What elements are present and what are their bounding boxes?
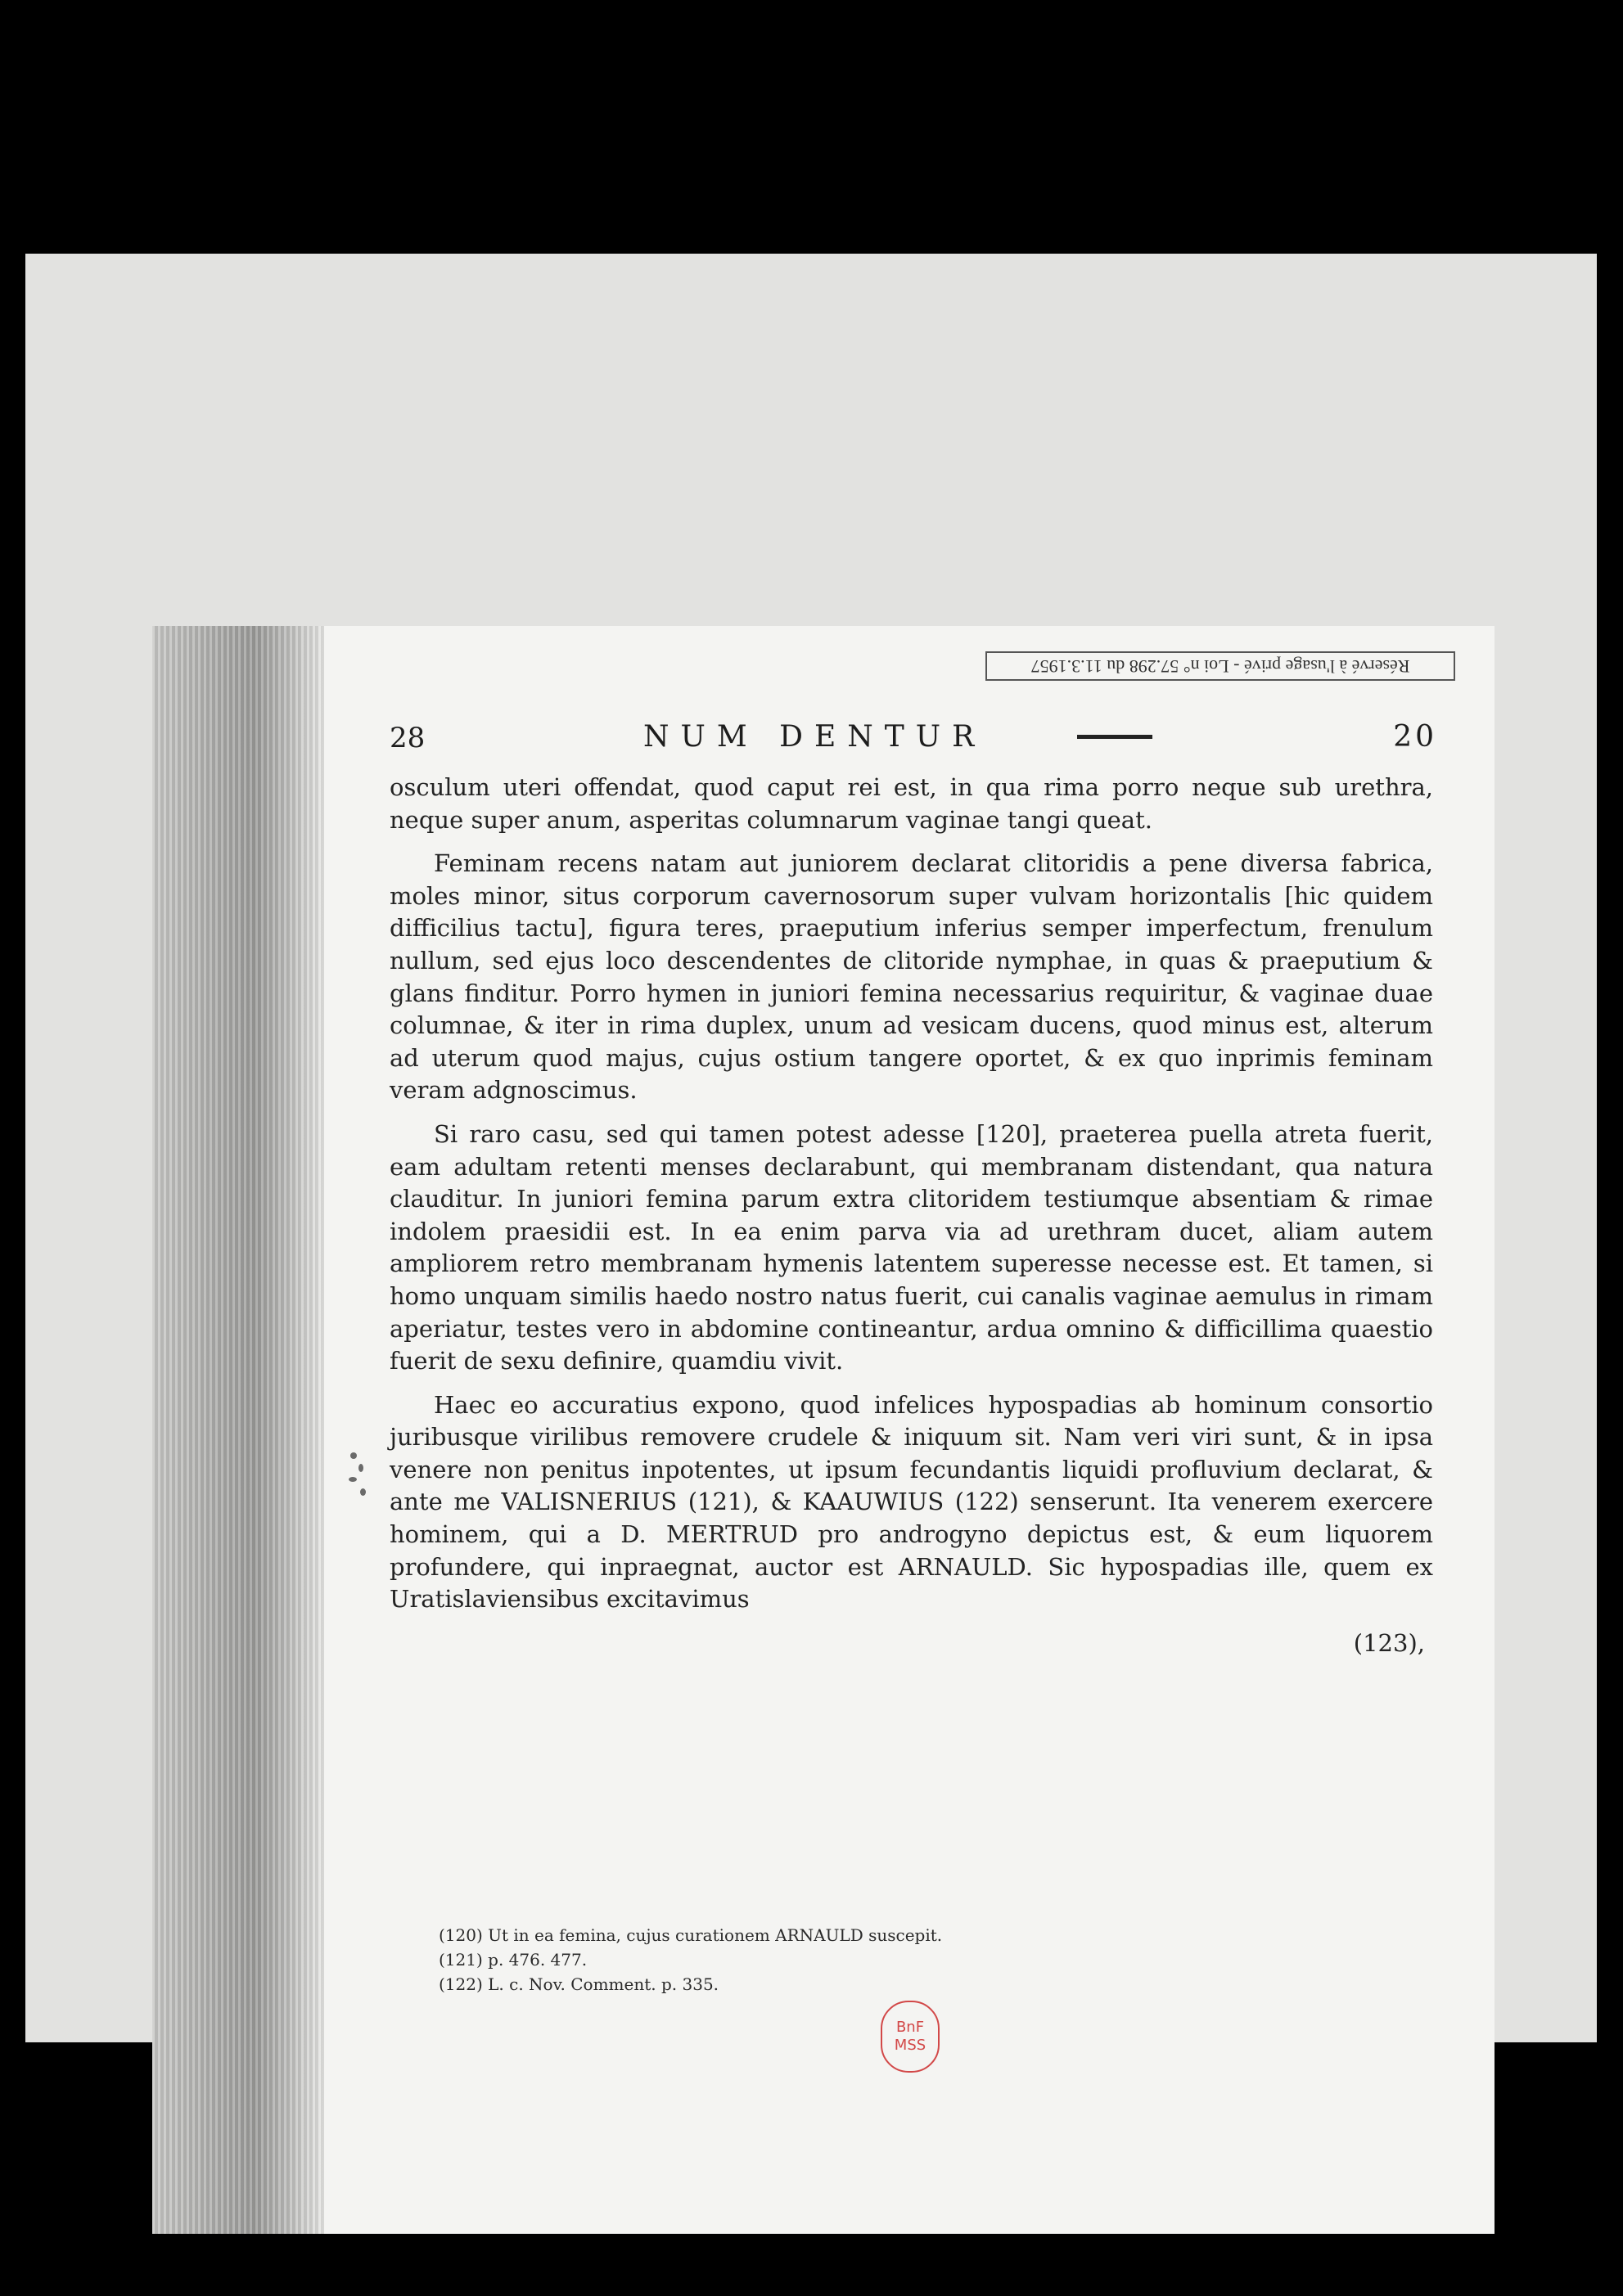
footnote: (120) Ut in ea femina, cujus curationem ARNAULD suscepit.: [439, 1925, 943, 1945]
paragraph: Si raro casu, sed qui tamen potest adesse [120], praeterea puella atreta fuerit, eam adultam retenti menses declarabunt, qui membranam distendant, qua natura clauditur. In juniori femina parum extra clitoridem testiumque absentiam & rimae indolem praesidii est. In ea enim parva via ad urethram ducet, aliam autem ampliorem retro membranam hymenis latentem superesse necesse est. Et tamen, si homo unquam similis haedo nostro natus fuerit, cui canalis vaginae aemulus in rimam aperiatur, testes vero in abdomine contineantur, ardua omnino & difficillima quaestio fuerit de sexu definire, quamdiu vivit.: [390, 1119, 1433, 1375]
footnotes: [439, 1923, 1257, 1997]
page-number-left: 28: [390, 722, 426, 754]
stain-marks: [347, 1452, 372, 1510]
paragraph-continued: osculum uteri offendat, quod caput rei est, in qua rima porro neque sub urethra, neque super anum, asperitas columnarum vaginae tangi queat.: [390, 773, 1433, 834]
scan-mount: [25, 254, 1597, 2054]
bnf-stamp-line2: MSS: [894, 2037, 926, 2054]
catchword: (123),: [1353, 1628, 1425, 1657]
header-rule: [1077, 735, 1152, 739]
body-text: [390, 772, 1433, 1659]
footnote: (121) p. 476. 477.: [439, 1950, 588, 1970]
page-header: [390, 720, 1437, 761]
running-head: NUM DENTUR: [643, 720, 986, 754]
paragraph: Feminam recens natam aut juniorem declarat clitoridis a pene diversa fabrica, moles minor, situs corporum cavernosorum super vulvam horizontalis [hic quidem difficilius tactu], figura teres, praeputium inferius semper imperfectum, frenulum nullum, sed ejus loco descendentes de clitoride nymphae, in quas & praeputium & glans finditur. Porro hymen in juniori femina necessarius requiritur, & vaginae duae columnae, & iter in rima duplex, unum ad vesicam ducens, quod minus est, alterum ad uterum quod majus, cujus ostium tangere oportet, & ex quo inprimis feminam veram adgnoscimus.: [390, 849, 1433, 1105]
bnf-stamp-line1: BnF: [895, 2019, 925, 2036]
bnf-stamp: [881, 2001, 940, 2073]
footnote: (122) L. c. Nov. Comment. p. 335.: [439, 1974, 719, 1994]
paragraph: Haec eo accuratius expono, quod infelices hypospadias ab hominum consortio juribusque virilibus removere crudele & iniquum sit. Nam veri viri sunt, & in ipsa venere non penitus inpotentes, ut ipsum fecundantis liquidi profluvium declarat, & ante me VALISNERIUS (121), & KAAUWIUS (122) senserunt. Ita venerem exercere hominem, qui a D. MERTRUD pro androgyno depictus est, & eum liquorem profundere, qui inpraegnat, auctor est ARNAULD. Sic hypospadias ille, quem ex Uratislaviensibus excitavimus: [390, 1390, 1433, 1614]
library-usage-stamp: Réservé à l'usage privé - Loi n° 57.298 du 11.3.1957: [985, 651, 1455, 681]
binding-gutter: [152, 626, 324, 2234]
page-number-right: 20: [1393, 720, 1437, 754]
document-page: [152, 626, 1495, 2234]
